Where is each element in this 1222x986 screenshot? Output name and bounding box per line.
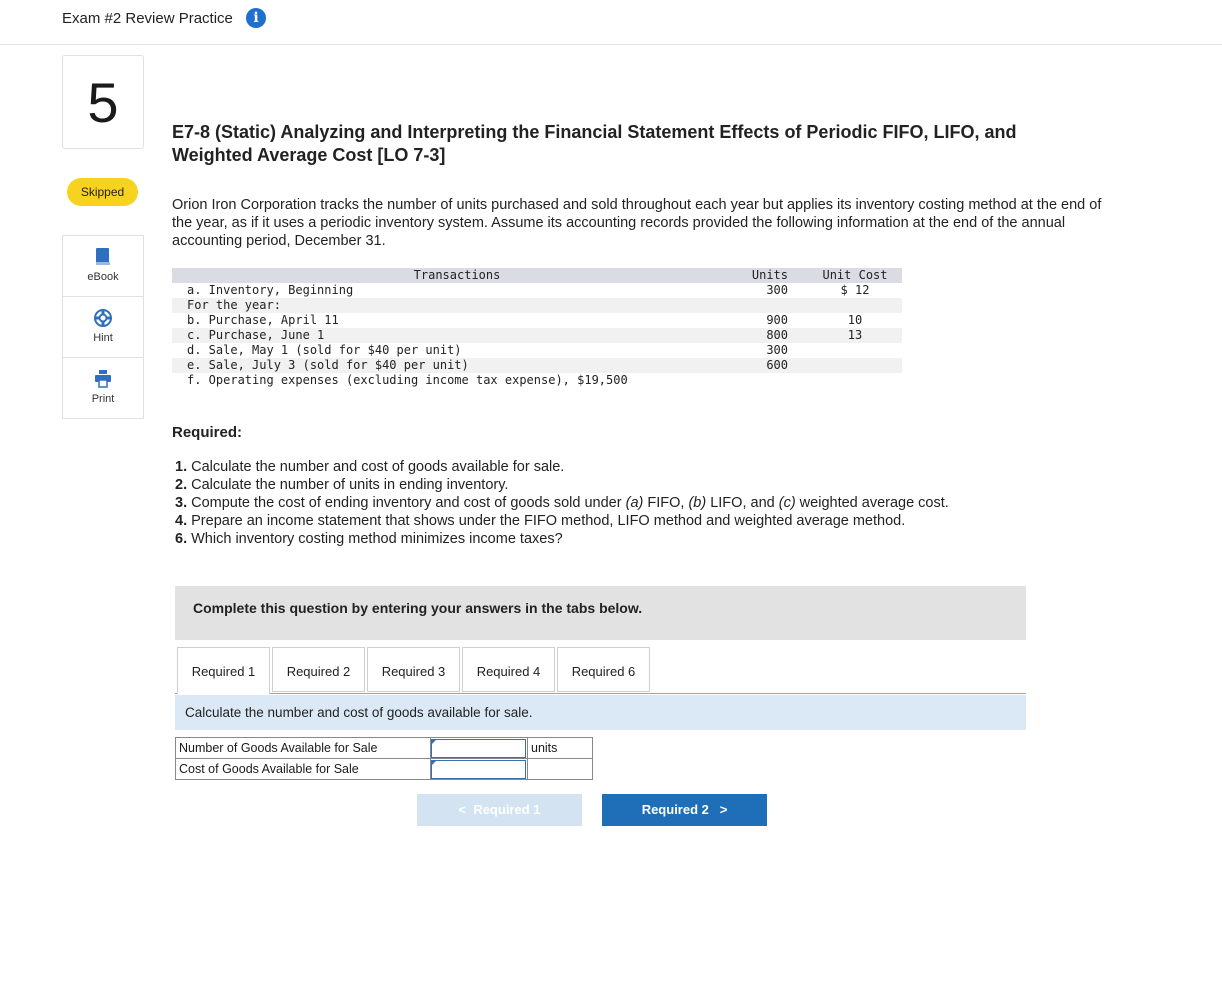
list-item: 1. Calculate the number and cost of goods available for sale. [175, 459, 565, 475]
question-number: 5 [62, 55, 144, 149]
status-badge: Skipped [67, 178, 138, 206]
hint-label: Hint [93, 332, 113, 344]
prev-button[interactable] [417, 794, 582, 826]
goods-available-cost-input[interactable] [431, 760, 526, 779]
row-label: d. Sale, May 1 (sold for $40 per unit) [187, 343, 462, 357]
instruction-text: Calculate the number and cost of goods available for sale. [185, 705, 533, 720]
required-list [175, 458, 1075, 548]
row-label: c. Purchase, June 1 [187, 328, 325, 342]
printer-icon [95, 370, 111, 388]
list-item: 2. Calculate the number of units in ending inventory. [175, 477, 509, 493]
row-cost: 10 [847, 313, 863, 327]
tab-required-6[interactable]: Required 6 [557, 647, 650, 692]
header-unit-cost: Unit Cost [822, 268, 888, 282]
transactions-table [172, 268, 902, 388]
table-row [172, 283, 902, 298]
list-item: 4. Prepare an income statement that shows under the FIFO method, LIFO method and weighted average method. [175, 513, 906, 529]
table-row [172, 298, 902, 313]
table-row [172, 358, 902, 373]
prev-button-label: Required 1 [473, 802, 541, 817]
unit-label: units [528, 738, 593, 759]
chevron-right-icon: > [719, 802, 728, 817]
input-flag-icon [432, 760, 437, 765]
lifebuoy-icon [94, 309, 112, 327]
list-item: 3. Compute the cost of ending inventory and cost of goods sold under (a) FIFO, (b) LIFO, and (c) weighted average cost. [175, 495, 949, 511]
row-units: 300 [766, 283, 788, 297]
goods-available-units-input[interactable] [431, 739, 526, 758]
row-label: e. Sale, July 3 (sold for $40 per unit) [187, 358, 469, 372]
hint-button[interactable] [62, 296, 144, 358]
table-row [172, 343, 902, 358]
answer-label: Cost of Goods Available for Sale [176, 759, 431, 780]
answer-cell [431, 759, 528, 780]
question-title: E7-8 (Static) Analyzing and Interpreting the Financial Statement Effects of Periodic FIFO, LIFO, and Weighted Average Cost [LO 7-3] [172, 122, 1017, 165]
row-units: 900 [766, 313, 788, 327]
table-row [176, 759, 593, 780]
ebook-label: eBook [87, 271, 119, 283]
table-header [172, 268, 902, 283]
top-bar [0, 0, 1222, 45]
header-transactions: Transactions [413, 268, 501, 282]
print-button[interactable] [62, 357, 144, 419]
table-row [172, 328, 902, 343]
input-flag-icon [432, 739, 437, 744]
page-title: Exam #2 Review Practice [62, 10, 233, 27]
tab-required-3[interactable]: Required 3 [367, 647, 460, 692]
row-units: 800 [766, 328, 788, 342]
tab-required-1[interactable]: Required 1 [177, 647, 270, 695]
list-item: 6. Which inventory costing method minimizes income taxes? [175, 531, 563, 547]
info-icon[interactable]: i [246, 8, 266, 28]
row-label: f. Operating expenses (excluding income tax expense), $19,500 [187, 373, 628, 387]
row-units: 600 [766, 358, 788, 372]
next-button-label: Required 2 [641, 802, 709, 817]
table-row [176, 738, 593, 759]
tab-instruction [175, 695, 1026, 730]
ebook-button[interactable] [62, 235, 144, 297]
row-cost: $ 12 [840, 283, 870, 297]
answer-label: Number of Goods Available for Sale [176, 738, 431, 759]
answer-table [175, 737, 593, 780]
tab-divider [175, 693, 1026, 694]
row-units: 300 [766, 343, 788, 357]
next-button[interactable] [602, 794, 767, 826]
chevron-left-icon: < [458, 802, 467, 817]
header-units: Units [751, 268, 788, 282]
required-heading: Required: [172, 424, 243, 441]
print-label: Print [91, 393, 115, 405]
unit-label [528, 759, 593, 780]
row-cost: 13 [847, 328, 863, 342]
tab-required-4[interactable]: Required 4 [462, 647, 555, 692]
instructions-banner [175, 586, 1026, 640]
question-intro: Orion Iron Corporation tracks the number of units purchased and sold throughout each year but applies its inventory costing method at the end of the year, as if it uses a periodic inventory system. Assume its accounting records provided the following information at the end of the annual accounting period, December 31. [172, 197, 1102, 249]
banner-text: Complete this question by entering your answers in the tabs below. [193, 600, 643, 616]
row-label: b. Purchase, April 11 [187, 313, 339, 327]
table-row [172, 313, 902, 328]
row-label: For the year: [187, 298, 281, 312]
table-row [172, 373, 902, 388]
row-label: a. Inventory, Beginning [187, 283, 354, 297]
answer-cell [431, 738, 528, 759]
book-icon [95, 248, 111, 266]
tab-required-2[interactable]: Required 2 [272, 647, 365, 692]
